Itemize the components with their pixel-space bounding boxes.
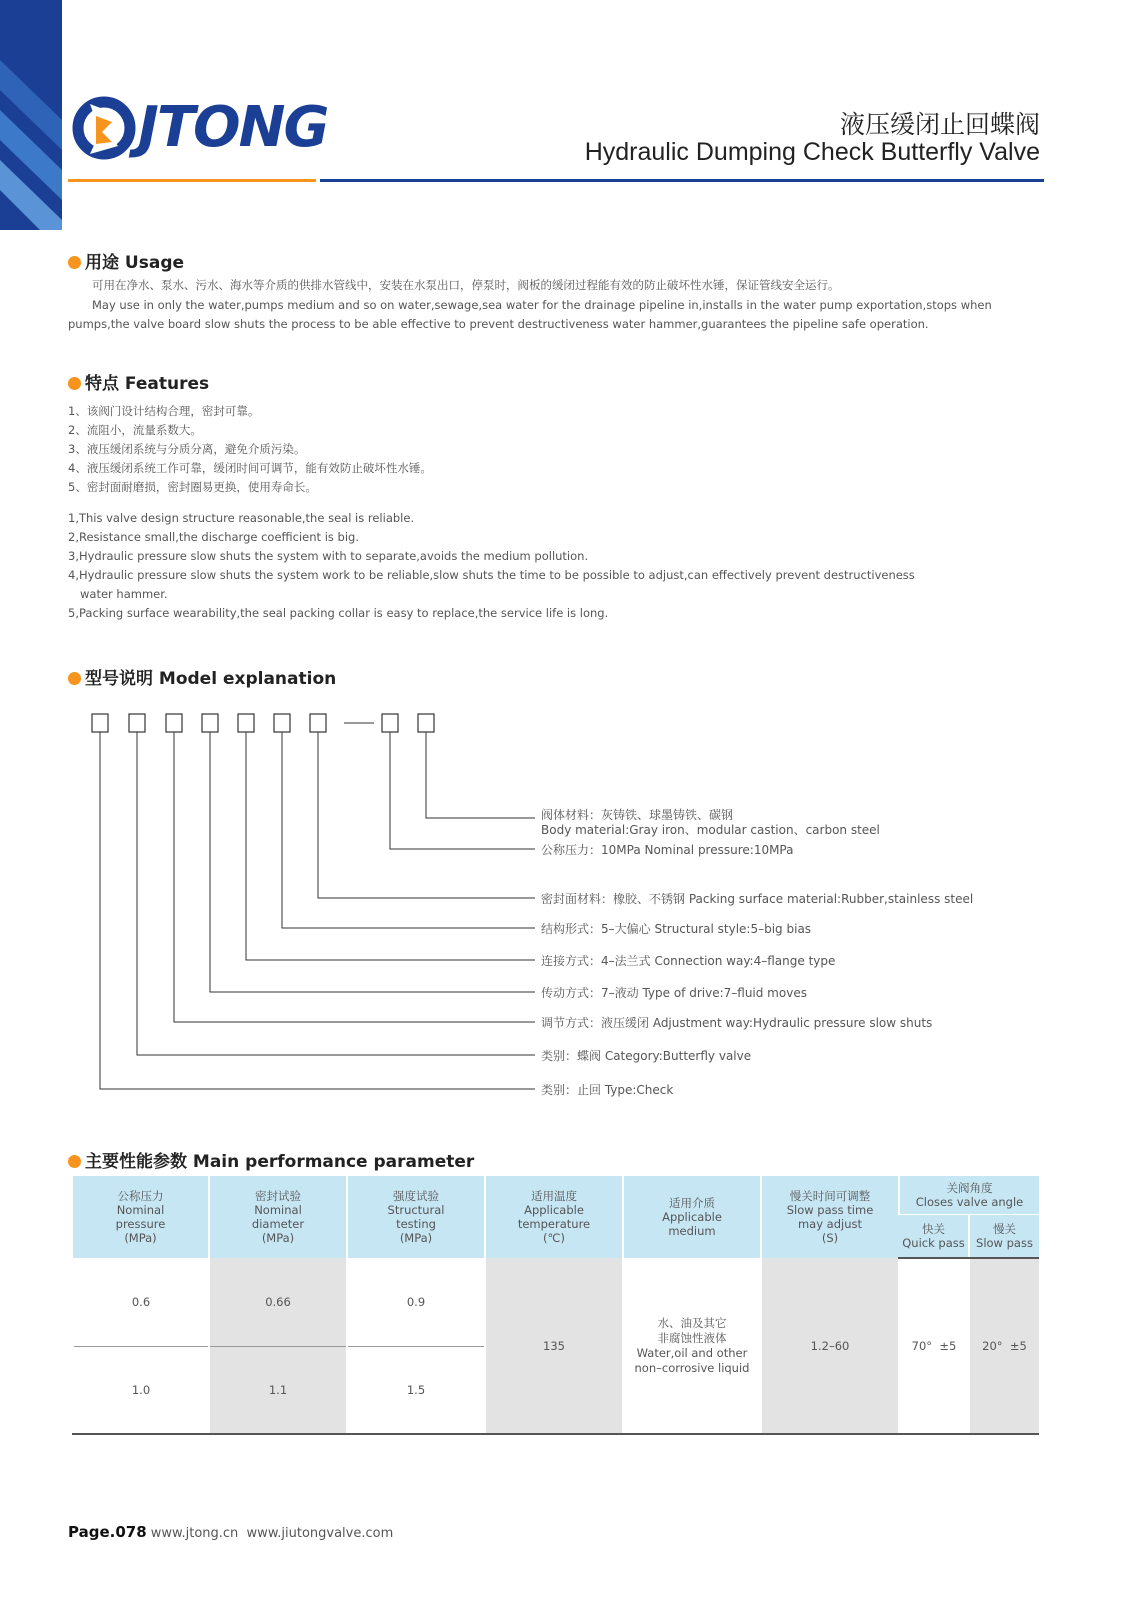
feature-cn-item: 5、密封面耐磨损，密封圈易更换，使用寿命长。 <box>68 480 317 494</box>
cell-quick-angle: 70° ±5 <box>899 1258 969 1434</box>
feature-en-item: 2,Resistance small,the discharge coefficient is big. <box>68 530 360 544</box>
model-label: 连接方式：4–法兰式 Connection way:4–flange type <box>541 954 836 968</box>
model-heading: 型号说明 Model explanation <box>68 664 336 689</box>
model-code-box <box>129 714 145 732</box>
model-label: 密封面材料：橡胶、不锈钢 Packing surface material:Rubber,stainless steel <box>541 892 974 906</box>
header-nominal-pressure: 公称压力 Nominal pressure (MPa) <box>73 1176 209 1258</box>
model-code-box <box>166 714 182 732</box>
feature-en-item: 1,This valve design structure reasonable,the seal is reliable. <box>68 511 415 525</box>
model-label: 结构形式：5–大偏心 Structural style:5–big bias <box>541 922 812 936</box>
usage-text-en: May use in only the water,pumps medium and so on water,sewage,sea water for the drainage pipeline in,installs in the water pump exportation,stops when pumps,the valve board slow shuts the process to be able effective to prevent destructiveness water hammer,guarantees the pipeline safe operation. <box>68 298 992 331</box>
header-quick: 快关 Quick pass <box>899 1214 969 1258</box>
feature-cn-item: 1、该阀门设计结构合理，密封可靠。 <box>68 404 260 418</box>
header-strength-test: 强度试验 Structural testing (MPa) <box>347 1176 485 1258</box>
model-code-box <box>274 714 290 732</box>
bullet-icon <box>68 672 81 685</box>
feature-en-item: water hammer. <box>80 587 168 601</box>
page-number: Page.078 <box>68 1523 147 1541</box>
features-list-cn <box>68 402 1043 497</box>
cell-pressure: 1.0 <box>73 1346 209 1434</box>
feature-cn-item: 2、流阻小，流量系数大。 <box>68 423 202 437</box>
leader-line <box>426 732 535 818</box>
footer <box>68 1523 393 1541</box>
feature-en-item: 4,Hydraulic pressure slow shuts the system work to be reliable,slow shuts the time to be possible to adjust,can effectively prevent destructiveness <box>68 568 915 582</box>
cell-strength: 1.5 <box>347 1346 485 1434</box>
model-label: Body material:Gray iron、modular castion、carbon steel <box>541 823 880 837</box>
leader-line <box>210 732 535 992</box>
title-en: Hydraulic Dumping Check Butterfly Valve <box>584 138 1040 166</box>
model-label: 调节方式：液压缓闭 Adjustment way:Hydraulic pressure slow shuts <box>541 1016 933 1030</box>
performance-table <box>72 1176 1039 1435</box>
cell-slow-time: 1.2–60 <box>761 1258 899 1434</box>
features-list-en <box>68 509 1043 623</box>
model-label: 阀体材料：灰铸铁、球墨铸铁、碳钢 <box>541 808 734 822</box>
corner-decoration <box>0 0 62 230</box>
model-label: 传动方式：7–液动 Type of drive:7–fluid moves <box>541 986 807 1000</box>
leader-line <box>390 732 535 849</box>
usage-heading: 用途 Usage <box>68 248 184 273</box>
feature-cn-item: 4、液压缓闭系统工作可靠，缓闭时间可调节，能有效防止破坏性水锤。 <box>68 461 432 475</box>
model-code-box <box>202 714 218 732</box>
brand-logo-text: JTONG <box>138 95 328 160</box>
model-label: 类别：蝶阀 Category:Butterfly valve <box>541 1049 752 1063</box>
header-angle: 关阀角度 Closes valve angle <box>899 1176 1039 1214</box>
cell-seal: 1.1 <box>209 1346 347 1434</box>
cell-pressure: 0.6 <box>73 1258 209 1346</box>
model-label: 公称压力：10MPa Nominal pressure:10MPa <box>541 843 794 857</box>
cell-medium: 水、油及其它 非腐蚀性液体 Water,oil and other non–corrosive liquid <box>623 1258 761 1434</box>
cell-slow-angle: 20° ±5 <box>969 1258 1039 1434</box>
model-code-box <box>310 714 326 732</box>
model-code-box <box>382 714 398 732</box>
feature-cn-item: 3、液压缓闭系统与分质分离，避免介质污染。 <box>68 442 306 456</box>
leader-line <box>174 732 535 1022</box>
feature-en-item: 3,Hydraulic pressure slow shuts the system with to separate,avoids the medium pollution. <box>68 549 589 563</box>
leader-line <box>137 732 535 1055</box>
title-cn: 液压缓闭止回蝶阀 <box>839 110 1040 139</box>
header-slow-time: 慢关时间可调整 Slow pass time may adjust (S) <box>761 1176 899 1258</box>
bullet-icon <box>68 1155 81 1168</box>
model-code-box <box>92 714 108 732</box>
feature-en-item: 5,Packing surface wearability,the seal packing collar is easy to replace,the service life is long. <box>68 606 609 620</box>
model-code-box <box>418 714 434 732</box>
jtong-logo-icon <box>68 92 140 164</box>
header-divider-blue <box>320 179 1044 182</box>
bullet-icon <box>68 377 81 390</box>
usage-text-cn: 可用在净水、泵水、污水、海水等介质的供排水管线中，安装在水泵出口，停泵时，阀板的缓闭过程能有效的防止破坏性水锤，保证管线安全运行。 <box>92 278 840 292</box>
footer-websites: www.jtong.cn www.jiutongvalve.com <box>150 1526 394 1541</box>
cell-seal: 0.66 <box>209 1258 347 1346</box>
header-temperature: 适用温度 Applicable temperature (℃) <box>485 1176 623 1258</box>
leader-line <box>282 732 535 928</box>
header-seal-test: 密封试验 Nominal diameter (MPa) <box>209 1176 347 1258</box>
features-heading: 特点 Features <box>68 369 209 394</box>
header-medium: 适用介质 Applicable medium <box>623 1176 761 1258</box>
model-label: 类别：止回 Type:Check <box>541 1083 674 1097</box>
model-code-box <box>238 714 254 732</box>
cell-strength: 0.9 <box>347 1258 485 1346</box>
header-slow: 慢关 Slow pass <box>969 1214 1039 1258</box>
cell-temperature: 135 <box>485 1258 623 1434</box>
bullet-icon <box>68 256 81 269</box>
header-divider-orange <box>68 179 316 182</box>
performance-heading: 主要性能参数 Main performance parameter <box>68 1147 474 1172</box>
